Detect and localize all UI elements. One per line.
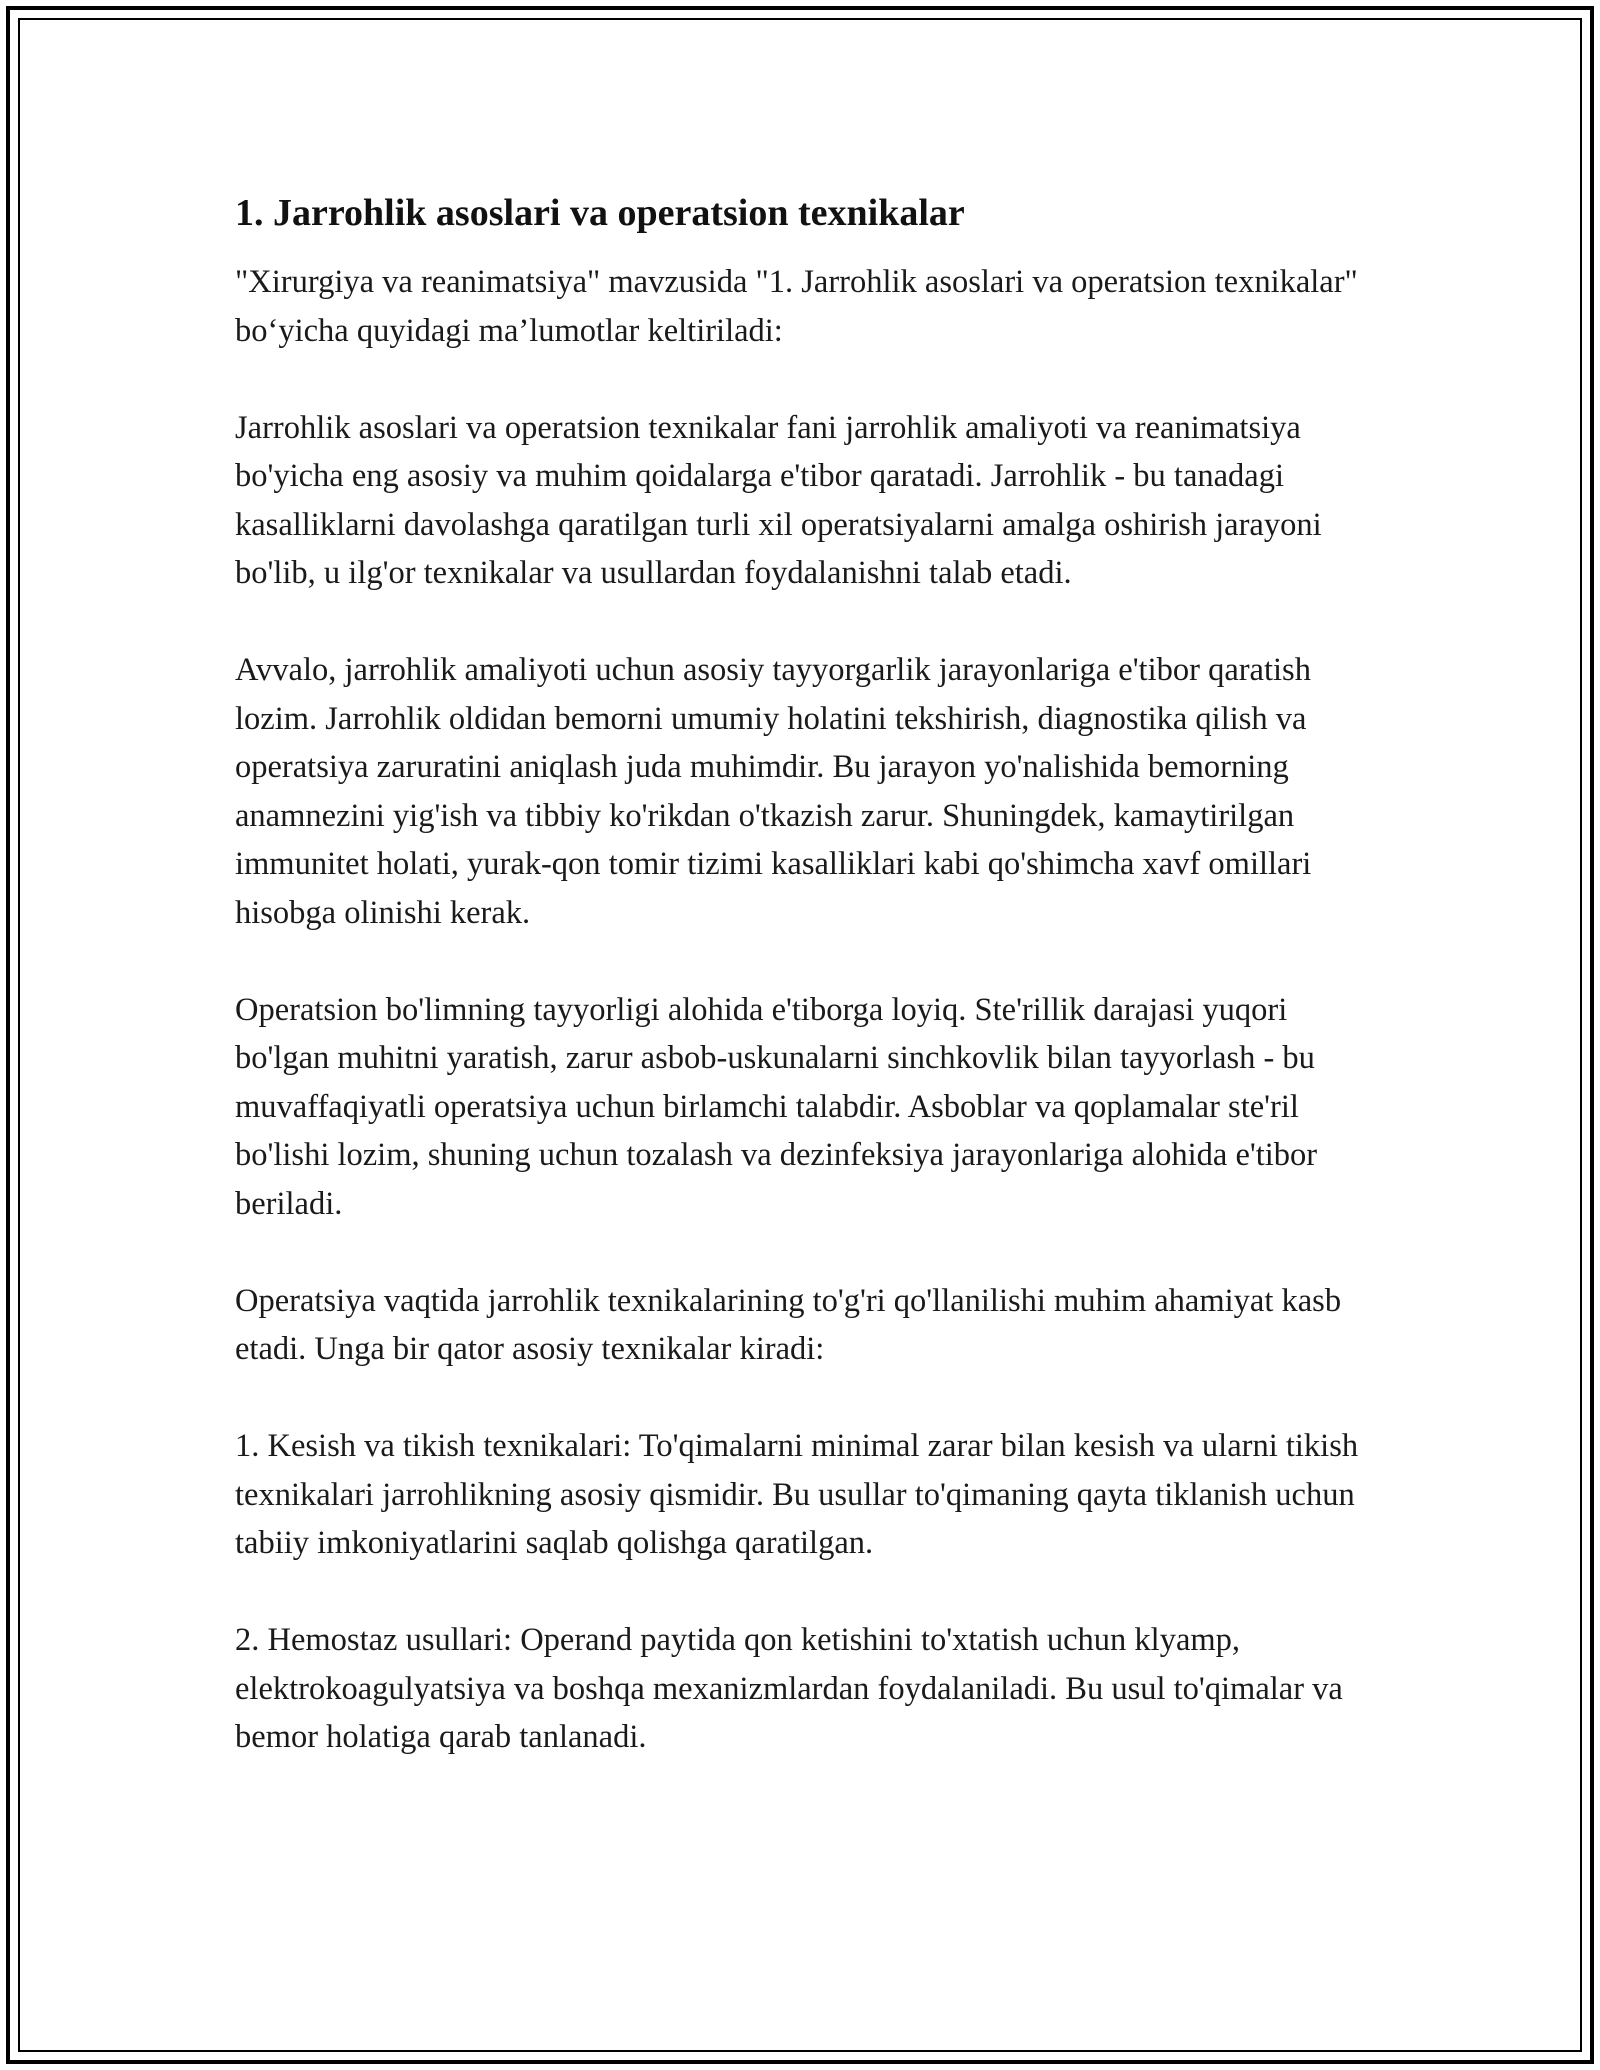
paragraph-intro: "Xirurgiya va reanimatsiya" mavzusida "1. Jarrohlik asoslari va operatsion texnikalar" bo‘yicha quyidagi ma’lumotlar keltiriladi: (235, 264, 1358, 349)
document-title: 1. Jarrohlik asoslari va operatsion texnikalar (235, 192, 965, 234)
paragraph-definition: Jarrohlik asoslari va operatsion texnikalar fani jarrohlik amaliyoti va reanimatsiya bo'yicha eng asosiy va muhim qoidalarga e'tibor qaratadi. Jarrohlik - bu tanadagi kasalliklarni davolashga qaratilgan turli xil operatsiyalarni amalga oshirish jarayoni bo'lib, u ilg'or texnikalar va usullardan foydalanishni talab etadi. (235, 409, 1322, 591)
paragraph-techniques-intro: Operatsiya vaqtida jarrohlik texnikalarining to'g'ri qo'llanilishi muhim ahamiyat kasb etadi. Unga bir qator asosiy texnikalar kiradi: (235, 1282, 1342, 1367)
list-item-cutting-suturing: 1. Kesish va tikish texnikalari: To'qimalarni minimal zarar bilan kesish va ularni tikish texnikalari jarrohlikning asosiy qismidir. Bu usullar to'qimaning qayta tiklanish uchun tabiiy imkoniyatlarini saqlab qolishga qaratilgan. (235, 1428, 1359, 1561)
list-item-hemostasis: 2. Hemostaz usullari: Operand paytida qon ketishini to'xtatish uchun klyamp, elektrokoagulyatsiya va boshqa mexanizmlardan foydalaniladi. Bu usul to'qimalar va bemor holatiga qarab tanlanadi. (235, 1622, 1343, 1755)
document-body (235, 190, 1375, 1762)
paragraph-preparation: Avvalo, jarrohlik amaliyoti uchun asosiy tayyorgarlik jarayonlariga e'tibor qaratish lozim. Jarrohlik oldidan bemorni umumiy holatini tekshirish, diagnostika qilish va operatsiya zaruratini aniqlash juda muhimdir. Bu jarayon yo'nalishida bemorning anamnezini yig'ish va tibbiy ko'rikdan o'tkazish zarur. Shuningdek, kamaytirilgan immunitet holati, yurak-qon tomir tizimi kasalliklari kabi qo'shimcha xavf omillari hisobga olinishi kerak. (235, 652, 1312, 931)
paragraph-operating-room: Operatsion bo'limning tayyorligi alohida e'tiborga loyiq. Ste'rillik darajasi yuqori bo'lgan muhitni yaratish, zarur asbob-uskunalarni sinchkovlik bilan tayyorlash - bu muvaffaqiyatli operatsiya uchun birlamchi talabdir. Asboblar va qoplamalar ste'ril bo'lishi lozim, shuning uchun tozalash va dezinfeksiya jarayonlariga alohida e'tibor beriladi. (235, 991, 1318, 1222)
